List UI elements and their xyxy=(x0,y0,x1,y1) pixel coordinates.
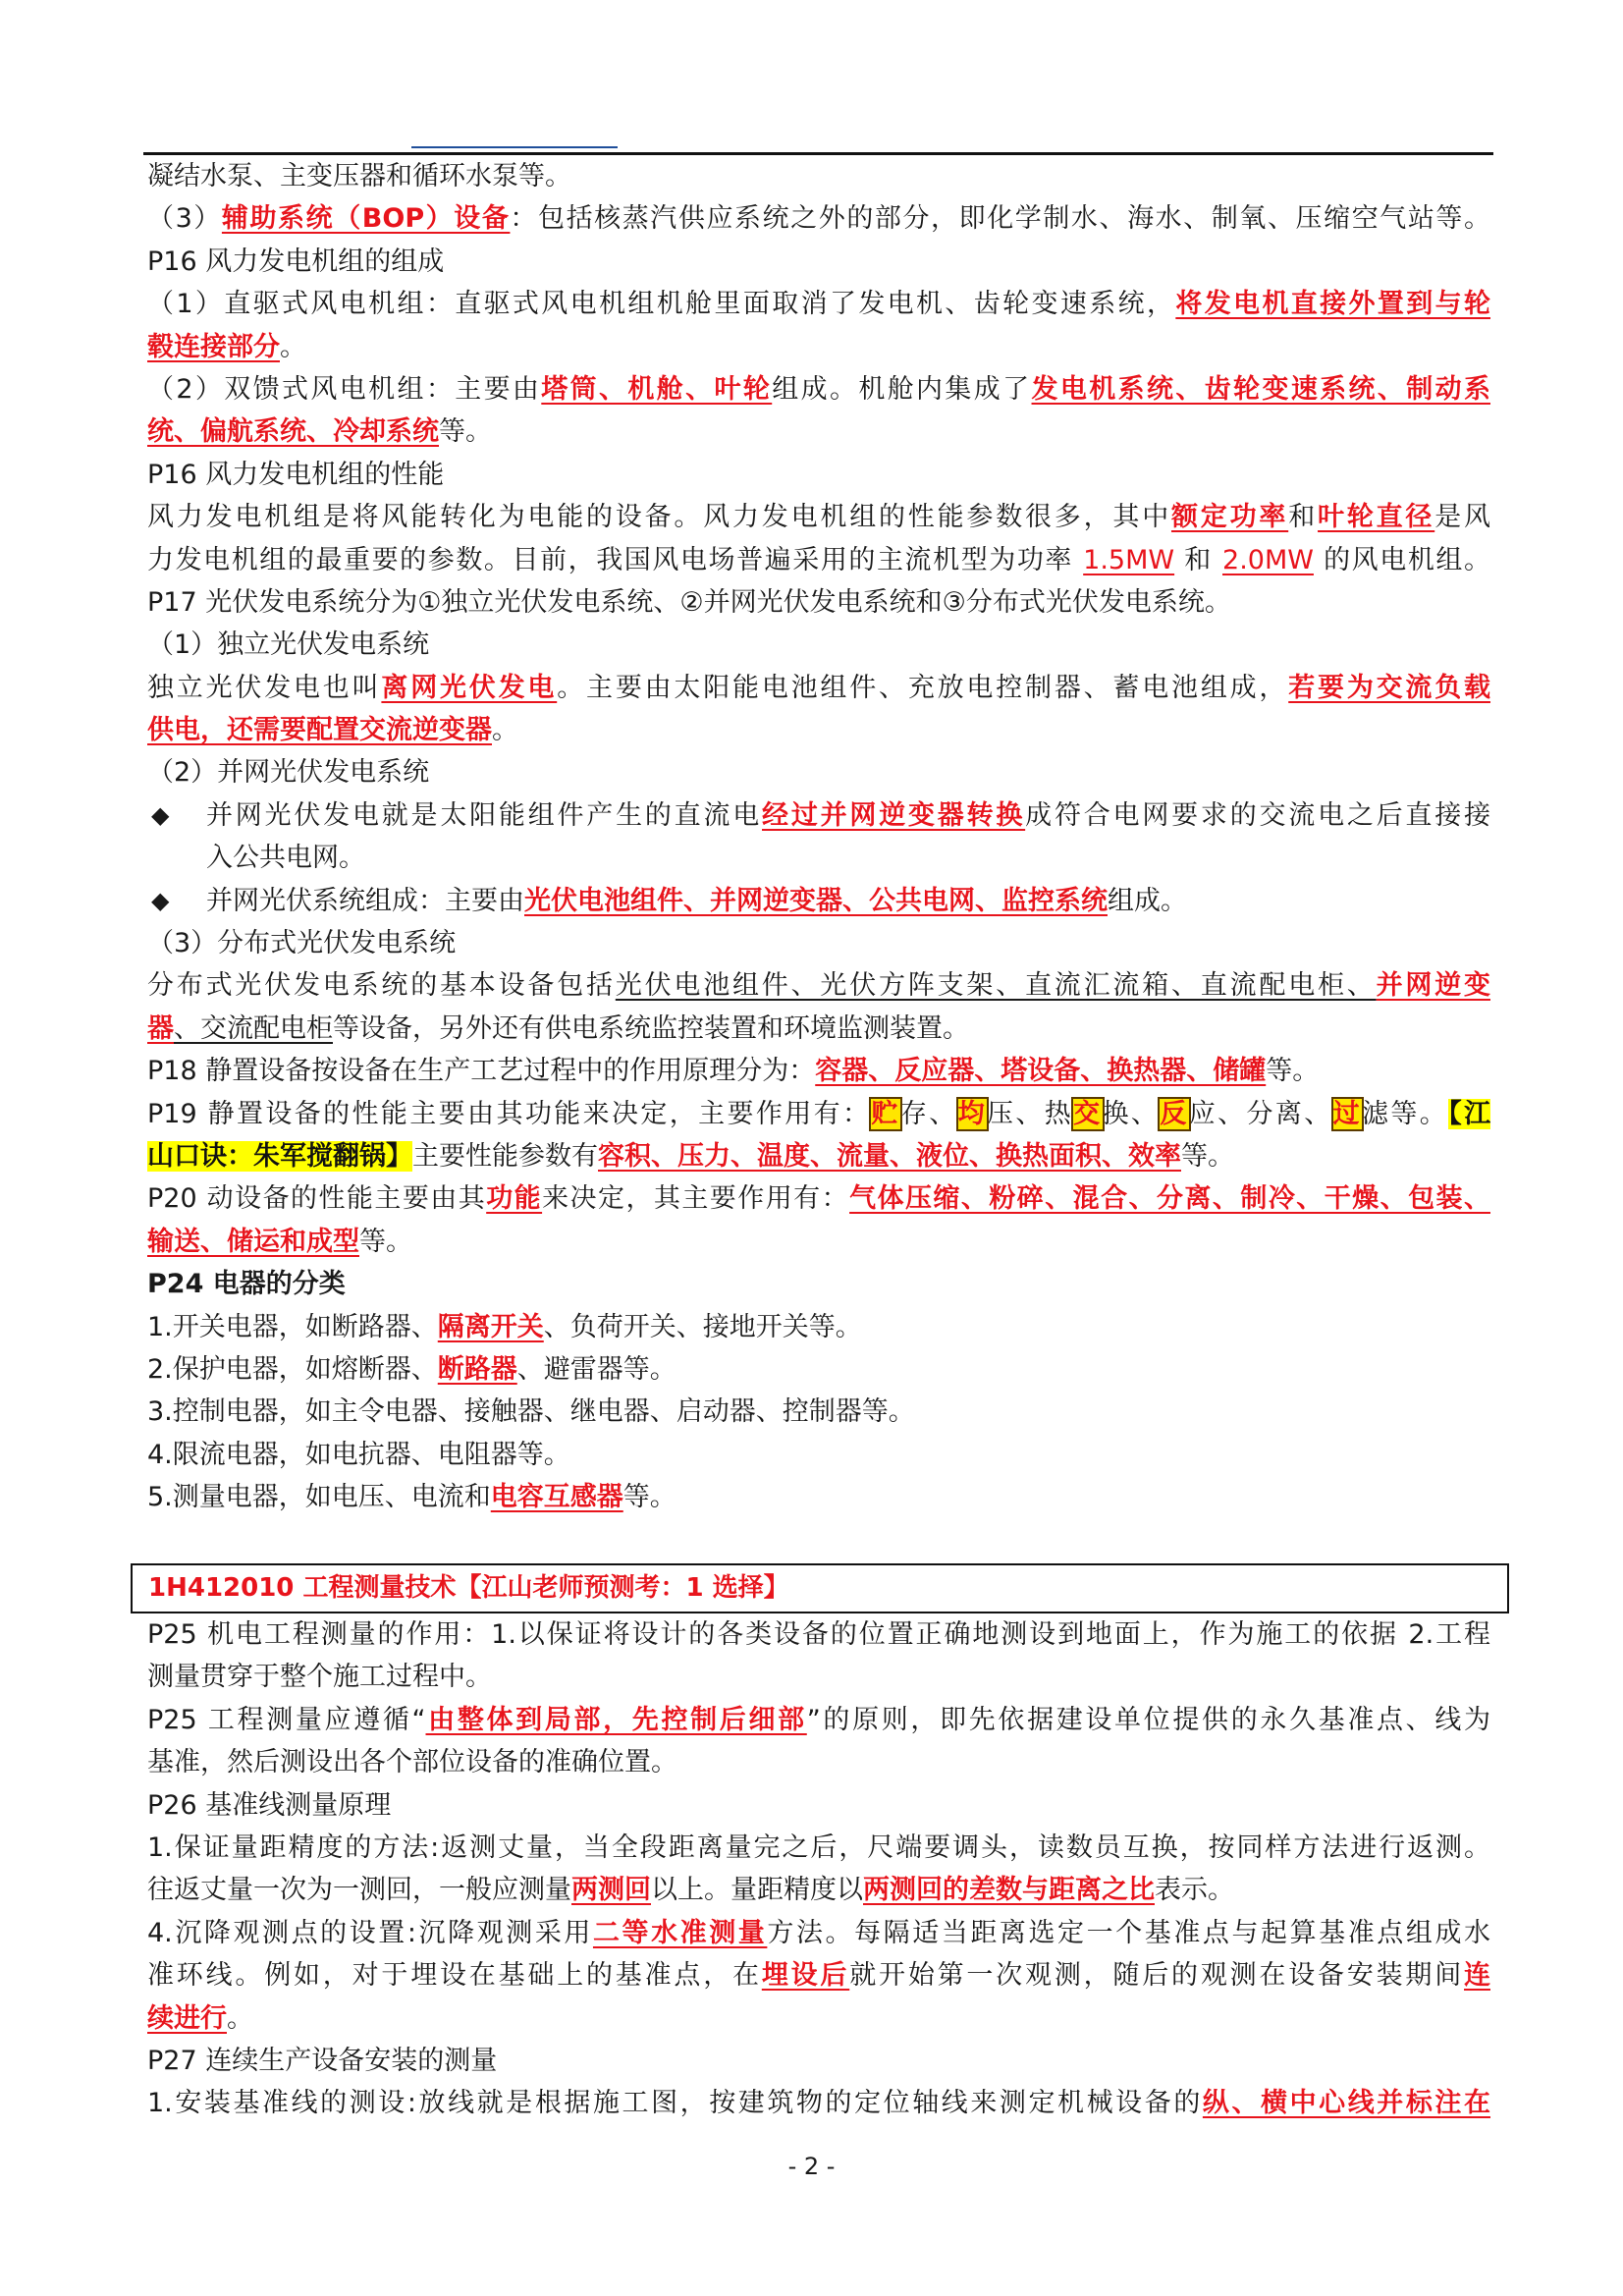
emphasized-text: 功能 xyxy=(486,1183,543,1215)
text-line xyxy=(147,751,1490,793)
text-line xyxy=(147,1613,1490,1656)
emphasized-text: 供电，还需要配置交流逆变器 xyxy=(147,715,492,746)
text-segment: （1）直驱式风电机组：直驱式风电机组机舱里面取消了发电机、齿轮变速系统， xyxy=(147,289,1176,320)
emphasized-text: 断路器 xyxy=(437,1353,517,1385)
text-segment: ”的原则，即先依据建设单位提供的永久基准点、线为 xyxy=(806,1704,1490,1735)
text-line xyxy=(147,410,1490,453)
text-segment: 1.保证量距精度的方法:返测丈量，当全段距离量完之后，尺端要调头，读数员互换，按同样方法进行返测。 xyxy=(147,1831,1490,1863)
emphasized-text: 容器、反应器、塔设备、换热器、储罐 xyxy=(815,1056,1267,1087)
emphasized-text: 器 xyxy=(147,1012,174,1044)
text-segment: （2）双馈式风电机组：主要由 xyxy=(147,373,542,405)
emphasized-text: 连 xyxy=(1464,1960,1490,1992)
text-line xyxy=(147,283,1490,325)
text-segment: （2）并网光伏发电系统 xyxy=(147,757,430,789)
document-body-part1 xyxy=(147,155,1490,1519)
text-line xyxy=(147,454,1490,496)
text-line xyxy=(147,1135,1490,1177)
highlighted-text: 过 xyxy=(1332,1098,1363,1129)
text-segment: 的风电机组。 xyxy=(1313,544,1490,575)
emphasized-text: 隔离开关 xyxy=(437,1311,544,1342)
text-segment: 并网光伏系统组成：主要由 xyxy=(206,885,524,916)
header-accent-line xyxy=(411,146,618,148)
text-segment: P25 机电工程测量的作用：1.以保证将设计的各类设备的位置正确地测设到地面上，作为施工的依据 2.工程 xyxy=(147,1619,1490,1650)
text-segment: 换、 xyxy=(1102,1098,1161,1129)
text-segment: 压、热 xyxy=(987,1098,1074,1129)
text-segment: 2.保护电器，如熔断器、 xyxy=(147,1353,438,1385)
text-segment: 来决定，其主要作用有： xyxy=(542,1183,850,1215)
page-number: - 2 - xyxy=(787,2153,836,2180)
text-line xyxy=(147,539,1490,581)
highlighted-text: 【江 xyxy=(1448,1098,1490,1129)
text-line xyxy=(147,667,1490,709)
emphasized-text: 并网逆变 xyxy=(1376,970,1490,1002)
text-segment: 。 xyxy=(492,715,518,746)
emphasized-text: 额定功率 xyxy=(1171,502,1289,533)
emphasized-text: 电容互感器 xyxy=(490,1482,623,1513)
text-segment: （3）分布式光伏发电系统 xyxy=(147,928,457,959)
text-segment: 等。 xyxy=(359,1226,412,1257)
text-segment: P16 风力发电机组的组成 xyxy=(147,246,445,277)
text-segment: 准环线。例如，对于埋设在基础上的基准点，在 xyxy=(147,1960,762,1992)
text-segment: P27 连续生产设备安装的测量 xyxy=(147,2045,498,2076)
emphasized-text: 离网光伏发电 xyxy=(381,672,558,703)
text-segment: 4.限流电器，如电抗器、电阻器等。 xyxy=(147,1439,570,1470)
emphasized-text: 容积、压力、温度、流量、液位、换热面积、效率 xyxy=(598,1140,1181,1172)
bullet-diamond-icon: ◆ xyxy=(151,886,170,914)
text-segment: 方法。每隔适当距离选定一个基准点与起算基准点组成水 xyxy=(767,1917,1490,1948)
emphasized-text: 二等水准测量 xyxy=(592,1917,768,1948)
text-line xyxy=(147,1391,1490,1433)
text-segment: 3.控制电器，如主令电器、接触器、继电器、启动器、控制器等。 xyxy=(147,1396,915,1428)
text-segment: 存、 xyxy=(899,1098,958,1129)
text-segment: ：包括核蒸汽供应系统之外的部分，即化学制水、海水、制氧、压缩空气站等。 xyxy=(510,203,1490,235)
bullet-diamond-icon: ◆ xyxy=(151,800,170,829)
text-line xyxy=(147,581,1490,624)
text-segment: 组成。机舱内集成了 xyxy=(772,373,1032,405)
text-segment: 滤等。 xyxy=(1362,1098,1449,1129)
emphasized-text: 叶轮直径 xyxy=(1318,502,1435,533)
text-line xyxy=(147,1476,1490,1518)
emphasized-text: 2.0MW xyxy=(1222,544,1314,575)
text-line xyxy=(147,1997,1490,2040)
section-heading: 1H412010 工程测量技术【江山老师预测考：1 选择】 xyxy=(148,1573,789,1603)
text-segment: P20 动设备的性能主要由其 xyxy=(147,1183,487,1215)
emphasized-text: 光伏电池组件、光伏方阵支架、直流汇流箱、直流配电柜、 xyxy=(615,970,1377,1002)
emphasized-text: 辅助系统（BOP）设备 xyxy=(221,203,511,235)
text-line xyxy=(147,241,1490,283)
text-segment: 以上。量距精度以 xyxy=(651,1875,863,1906)
text-segment: 成符合电网要求的交流电之后直接接 xyxy=(1025,799,1490,831)
text-line xyxy=(147,2082,1490,2124)
text-segment: 风力发电机组是将风能转化为电能的设备。风力发电机组的性能参数很多，其中 xyxy=(147,502,1171,533)
text-line xyxy=(147,155,1490,197)
emphasized-text: 将发电机直接外置到与轮 xyxy=(1175,289,1490,320)
emphasized-text: 光伏电池组件、并网逆变器、公共电网、监控系统 xyxy=(524,885,1108,916)
text-segment: （3） xyxy=(147,203,222,235)
text-line xyxy=(147,1699,1490,1741)
text-line xyxy=(147,1741,1490,1783)
text-segment: 、避雷器等。 xyxy=(516,1353,676,1385)
text-segment: 等。 xyxy=(622,1482,676,1513)
text-segment: P26 基准线测量原理 xyxy=(147,1789,392,1821)
emphasized-text: 塔筒、机舱、叶轮 xyxy=(541,373,773,405)
highlighted-text: 反 xyxy=(1160,1098,1189,1129)
emphasized-text: 毂连接部分 xyxy=(147,331,280,362)
emphasized-text: 纵、横中心线并标注在 xyxy=(1202,2088,1490,2119)
text-segment: P16 风力发电机组的性能 xyxy=(147,459,445,490)
text-line xyxy=(147,1912,1490,1954)
text-line xyxy=(147,1869,1490,1911)
text-segment: 1.安装基准线的测设:放线就是根据施工图，按建筑物的定位轴线来测定机械设备的 xyxy=(147,2088,1203,2119)
text-segment: 测量贯穿于整个施工过程中。 xyxy=(147,1662,492,1693)
text-segment: 和 xyxy=(1288,502,1319,533)
emphasized-text: 发电机系统、齿轮变速系统、制动系 xyxy=(1031,373,1490,405)
emphasized-text: 由整体到局部，先控制后细部 xyxy=(425,1704,807,1735)
document-body-part2 xyxy=(147,1613,1490,2125)
text-segment: 力发电机组的最重要的参数。目前，我国风电场普遍采用的主流机型为功率 xyxy=(147,544,1084,575)
text-segment: 。主要由太阳能电池组件、充放电控制器、蓄电池组成， xyxy=(557,672,1289,703)
text-segment: 入公共电网。 xyxy=(206,843,365,874)
text-segment: P25 工程测量应遵循“ xyxy=(147,1704,426,1735)
text-line xyxy=(147,1050,1490,1092)
text-line xyxy=(147,496,1490,538)
text-line xyxy=(147,880,1490,922)
text-line xyxy=(147,1656,1490,1698)
text-segment: 表示。 xyxy=(1155,1875,1234,1906)
text-segment: 、负荷开关、接地开关等。 xyxy=(543,1311,862,1342)
text-line xyxy=(147,368,1490,410)
highlighted-text: 均 xyxy=(957,1098,987,1129)
text-line xyxy=(147,2040,1490,2082)
text-segment: 。 xyxy=(280,331,306,362)
text-segment: 5.测量电器，如电压、电流和 xyxy=(147,1482,491,1513)
text-segment: 1.开关电器，如断路器、 xyxy=(147,1311,438,1342)
section-heading-box xyxy=(131,1563,1509,1613)
emphasized-text: 1.5MW xyxy=(1083,544,1175,575)
text-line xyxy=(147,1434,1490,1476)
emphasized-text: 输送、储运和成型 xyxy=(147,1226,359,1257)
text-segment: 4.沉降观测点的设置:沉降观测采用 xyxy=(147,1917,593,1948)
emphasized-text: 两测回的差数与距离之比 xyxy=(863,1875,1155,1906)
emphasized-text: 经过并网逆变器转换 xyxy=(762,799,1026,831)
text-segment: 等设备，另外还有供电系统监控装置和环境监测装置。 xyxy=(333,1012,969,1044)
text-line xyxy=(147,837,1490,879)
emphasized-text: 、交流配电柜 xyxy=(174,1012,333,1044)
emphasized-text: 续进行 xyxy=(147,2002,227,2034)
emphasized-text: P24 电器的分类 xyxy=(147,1269,346,1300)
text-line xyxy=(147,1263,1490,1305)
text-segment: 往返丈量一次为一测回，一般应测量 xyxy=(147,1875,571,1906)
emphasized-text: 两测回 xyxy=(571,1875,651,1906)
text-segment: 等。 xyxy=(439,416,492,448)
text-line xyxy=(147,1784,1490,1827)
text-line xyxy=(147,964,1490,1007)
text-segment: 主要性能参数有 xyxy=(412,1140,598,1172)
text-segment: P17 光伏发电系统分为①独立光伏发电系统、②并网光伏发电系统和③分布式光伏发电系统。 xyxy=(147,586,1231,618)
text-segment: 等。 xyxy=(1266,1056,1320,1087)
text-segment: P18 静置设备按设备在生产工艺过程中的作用原理分为： xyxy=(147,1056,816,1087)
emphasized-text: 气体压缩、粉碎、混合、分离、制冷、干燥、包装、 xyxy=(849,1183,1490,1215)
text-segment: 就开始第一次观测，随后的观测在设备安装期间 xyxy=(849,1960,1465,1992)
text-segment: 独立光伏发电也叫 xyxy=(147,672,382,703)
text-line xyxy=(147,794,1490,837)
text-segment: 是风 xyxy=(1434,502,1490,533)
emphasized-text: 若要为交流负载 xyxy=(1288,672,1490,703)
text-segment: 基准，然后测设出各个部位设备的准确位置。 xyxy=(147,1747,677,1778)
text-segment: 和 xyxy=(1174,544,1223,575)
text-segment: 。 xyxy=(227,2002,253,2034)
text-line xyxy=(147,1221,1490,1263)
emphasized-text: 埋设后 xyxy=(761,1960,850,1992)
text-line xyxy=(147,624,1490,666)
text-line xyxy=(147,326,1490,368)
highlighted-text: 交 xyxy=(1073,1098,1103,1129)
text-segment: 等。 xyxy=(1181,1140,1234,1172)
text-line xyxy=(147,1093,1490,1135)
highlighted-text: 贮 xyxy=(871,1098,900,1129)
text-line xyxy=(147,1177,1490,1220)
emphasized-text: 统、偏航系统、冷却系统 xyxy=(147,416,439,448)
text-segment: P19 静置设备的性能主要由其功能来决定，主要作用有： xyxy=(147,1098,872,1129)
text-line xyxy=(147,1954,1490,1996)
text-segment: 应、分离、 xyxy=(1188,1098,1333,1129)
text-line xyxy=(147,1306,1490,1348)
text-segment: （1）独立光伏发电系统 xyxy=(147,629,430,661)
text-line xyxy=(147,1827,1490,1869)
text-segment: 分布式光伏发电系统的基本设备包括 xyxy=(147,970,616,1002)
text-line xyxy=(147,1008,1490,1050)
text-segment: 组成。 xyxy=(1108,885,1187,916)
text-segment: 并网光伏发电就是太阳能组件产生的直流电 xyxy=(206,799,763,831)
text-segment: 凝结水泵、主变压器和循环水泵等。 xyxy=(147,161,571,191)
text-line xyxy=(147,922,1490,964)
text-line xyxy=(147,1348,1490,1391)
text-line xyxy=(147,197,1490,240)
highlighted-text: 山口诀：朱军搅翻锅】 xyxy=(147,1140,412,1172)
text-line xyxy=(147,709,1490,751)
